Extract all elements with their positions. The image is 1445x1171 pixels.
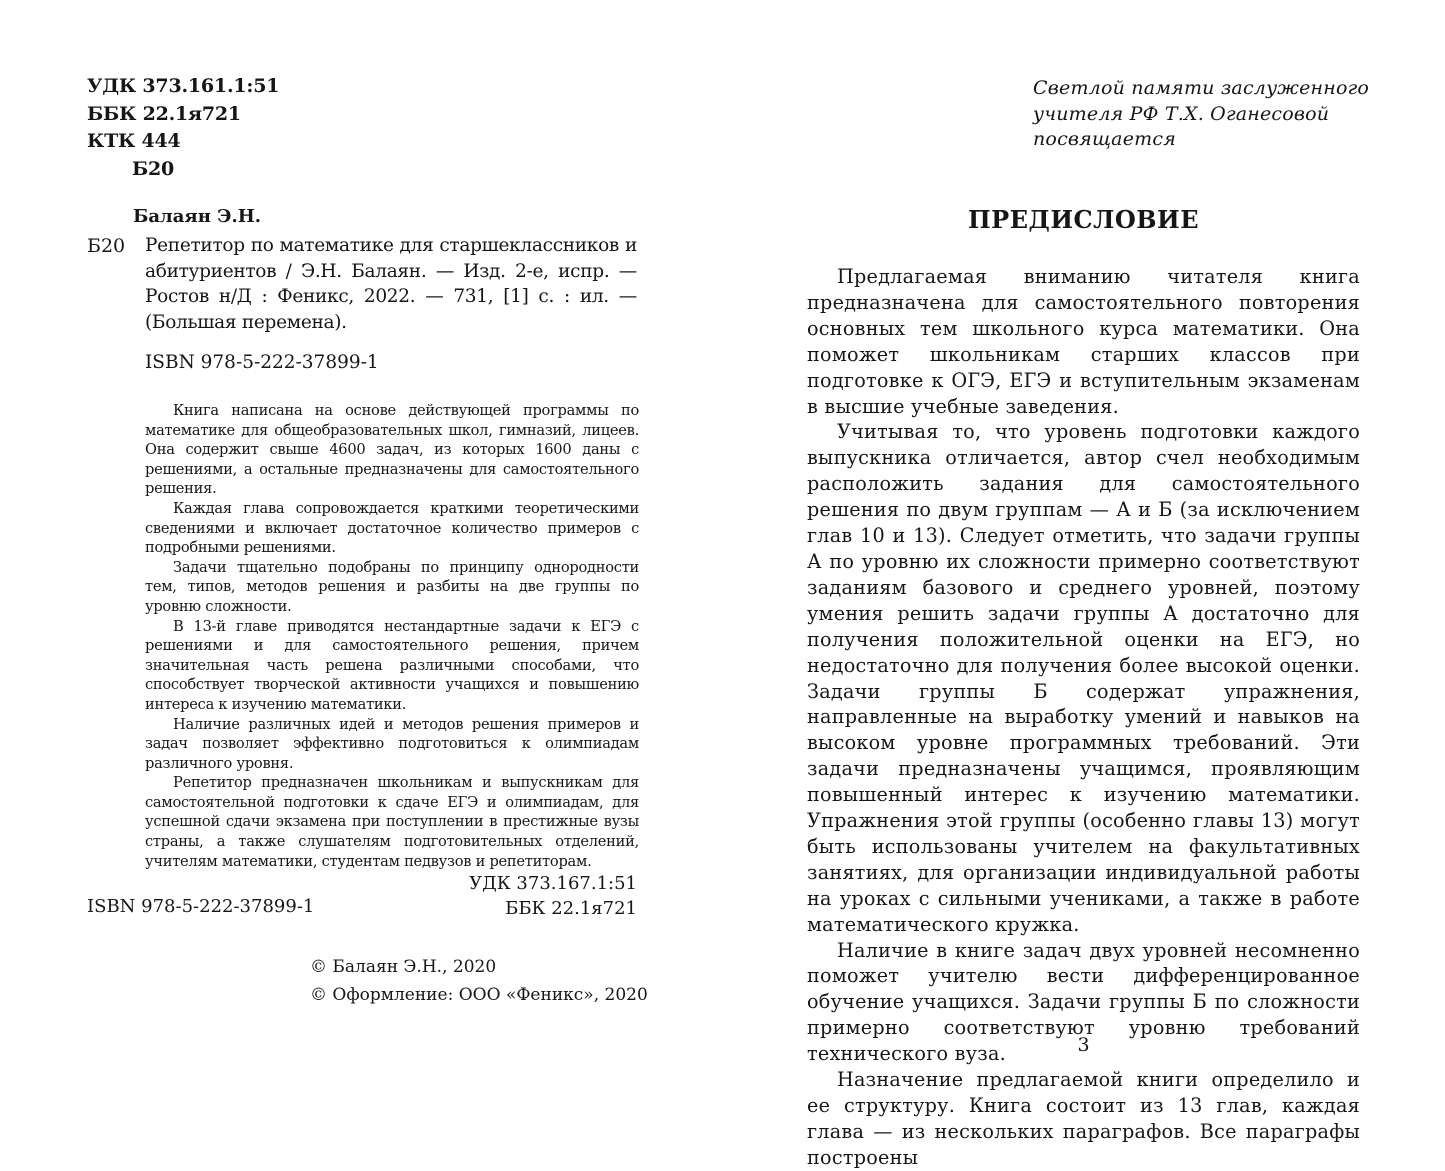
annotation-paragraph: Репетитор предназначен школьникам и выпускникам для самостоятельной подготовки к сдаче ЕГЭ и олимпиадам, для успешной сдачи экзамена при поступлении в престижные вузы страны, а также слушателям подготовительных отделений, учителям математики, студентам педвузов и репетиторам. [145,774,639,870]
page-number: 3 [1077,1034,1090,1056]
annotation [145,401,639,871]
ktk-code: КТК 444 [87,130,181,152]
preface-paragraph: Учитывая то, что уровень подготовки каждого выпускника отличается, автор счел необходимым расположить задания для самостоятельного решения по двум группам — А и Б (за исключением глав 10 и 13). Следует отметить, что задачи группы А по уровню их сложности примерно соответствуют заданиям базового и среднего уровней, поэтому умения решить задачи группы А достаточно для получения положительной оценки на ЕГЭ, но недостаточно для получения более высокой оценки. Задачи группы Б содержат упражнения, направленные на выработку умений и навыков на высоком уровне программных требований. Эти задачи предназначены учащимся, проявляющим повышенный интерес к изучению математики. Упражнения этой группы (особенно главы 13) могут быть использованы учителем на факультативных занятиях, для организации индивидуальной работы на уроках с сильными учениками, а также в работе математического кружка. [807,420,1360,936]
annotation-paragraph: В 13-й главе приводятся нестандартные задачи к ЕГЭ с решениями и для самостоятельного решения, причем значительная часть решена различными способами, что способствует творческой активности учащихся и повышению интереса к изучению математики. [145,617,639,713]
copyright-block [310,953,648,1009]
annotation-paragraph: Каждая глава сопровождается краткими теоретическими сведениями и включает достаточное количество примеров с подробными решениями. [145,499,639,557]
bib-author-mark: Б20 [87,235,126,257]
annotation-paragraph: Книга написана на основе действующей программы по математике для общеобразовательных школ, гимназий, лицеев. Она содержит свыше 4600 задач, из которых 1600 даны с решениями, а остальные предназначены для самостоятельного решения. [145,402,639,498]
dedication-line: Светлой памяти заслуженного [1033,77,1370,99]
annotation-paragraph: Наличие различных идей и методов решения примеров и задач позволяет эффективно подготовиться к олимпиадам различного уровня. [145,715,639,772]
dedication [1033,76,1369,153]
bib-description: Репетитор по математике для старшеклассников и абитуриентов / Э.Н. Балаян. — Изд. 2-е, испр. — Ростов н/Д : Феникс, 2022. — 731, [1] с. : ил. — (Большая перемена). [145,235,637,333]
author-mark: Б20 [132,157,175,180]
preface-title: ПРЕДИСЛОВИЕ [967,205,1199,234]
preface-paragraph: Предлагаемая вниманию читателя книга предназначена для самостоятельного повторения основных тем школьного курса математики. Она поможет школьникам старших классов при подготовке к ОГЭ, ЕГЭ и вступительным экзаменам в высшие учебные заведения. [807,265,1360,418]
bbk-code: ББК 22.1я721 [87,102,241,125]
udk-code: УДК 373.161.1:51 [87,75,280,97]
isbn-bottom: ISBN 978-5-222-37899-1 [87,896,315,917]
dedication-line: учителя РФ Т.Х. Оганесовой [1033,102,1330,125]
preface-page [722,0,1445,1169]
udk-bottom: УДК 373.167.1:51 [469,873,637,894]
copyright-author: © Балаян Э.Н., 2020 [310,957,497,977]
dedication-line: посвящается [1033,128,1176,150]
preface-paragraph: Наличие в книге задач двух уровней несомненно поможет учителю вести дифференцированное обучение учащихся. Задачи группы Б по сложности примерно соответствуют уровню требований технического вуза. [807,938,1360,1066]
annotation-paragraph: Задачи тщательно подобраны по принципу однородности тем, типов, методов решения и разбиты на две группы по уровню сложности. [145,558,639,615]
classification-bottom [469,871,637,921]
catalog-codes [87,73,279,183]
isbn-top: ISBN 978-5-222-37899-1 [145,352,379,373]
copyright-design: © Оформление: ООО «Феникс», 2020 [310,985,648,1005]
section-heading [722,205,1445,234]
bbk-bottom: ББК 22.1я721 [505,898,637,919]
imprint-page [0,0,722,1129]
preface-paragraph: Назначение предлагаемой книги определило и ее структуру. Книга состоит из 13 глав, каждая глава — из нескольких параграфов. Все параграфы построены [807,1068,1360,1169]
author-name: Балаян Э.Н. [133,206,261,227]
